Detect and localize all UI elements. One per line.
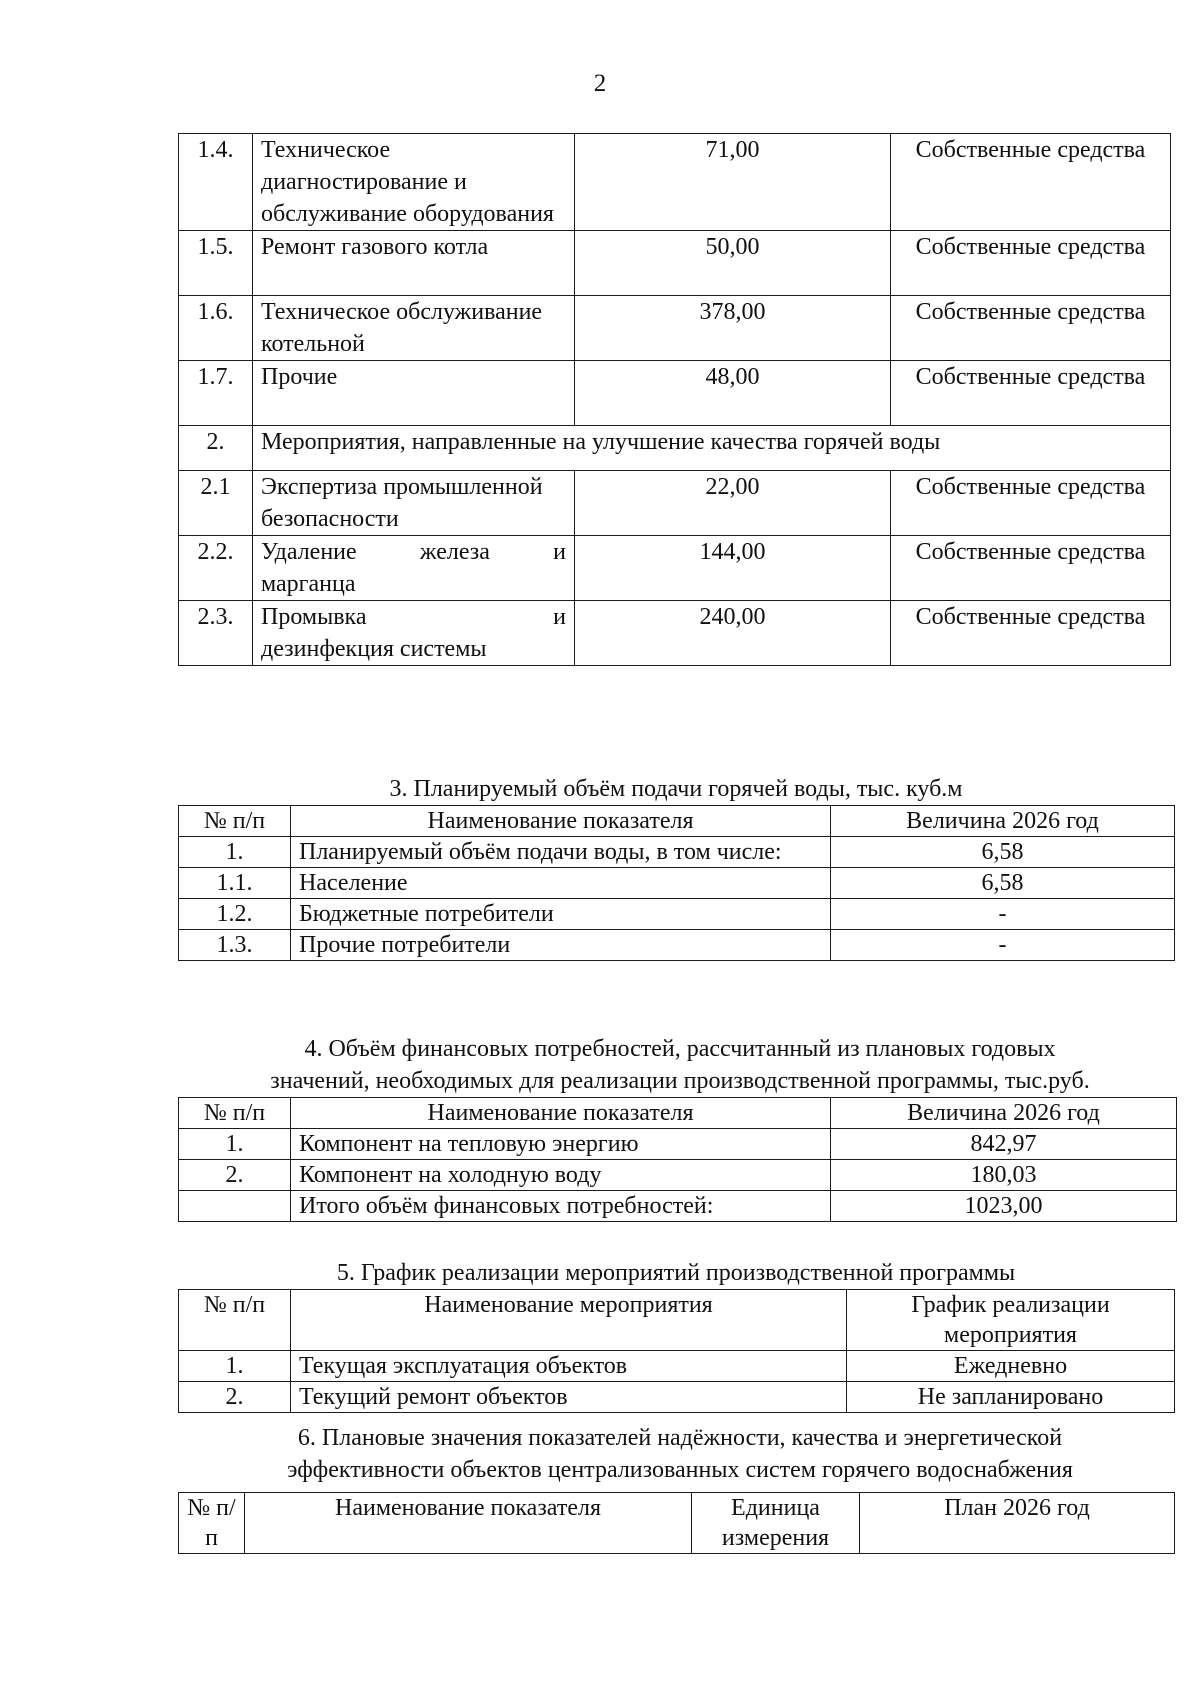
header-num: № п/п [179, 1098, 291, 1129]
row-number: 1.4. [179, 134, 253, 231]
measure-name-line1: Промывка и [261, 604, 566, 630]
measure-name: Ремонт газового котла [253, 231, 575, 296]
schedule-value: Ежедневно [847, 1351, 1175, 1382]
indicator-name: Итого объём финансовых потребностей: [291, 1191, 831, 1222]
measure-name-line1: Удаление железа и [261, 539, 566, 565]
table-row-total [179, 1191, 1177, 1222]
funding-source: Собственные средства [891, 296, 1171, 361]
table-header-row [179, 1098, 1177, 1129]
indicator-name: Население [291, 868, 831, 899]
table-header-row [179, 1493, 1175, 1554]
row-number: 1.3. [179, 930, 291, 961]
row-number [179, 1191, 291, 1222]
indicators-table [178, 1492, 1175, 1554]
header-plan: План 2026 год [860, 1493, 1175, 1554]
row-number: 2.3. [179, 601, 253, 666]
measure-name [253, 601, 575, 666]
row-number: 2.2. [179, 536, 253, 601]
measure-name: Техническое диагностирование и обслуживание оборудования [253, 134, 575, 231]
measure-name: Техническое обслуживание котельной [253, 296, 575, 361]
header-value: График реализации мероприятия [847, 1290, 1175, 1351]
water-supply-table [178, 805, 1175, 961]
row-number: 2. [179, 1382, 291, 1413]
table-row [179, 296, 1171, 361]
measure-name-line2: марганца [261, 571, 356, 597]
row-number: 1.5. [179, 231, 253, 296]
financial-needs-table [178, 1097, 1177, 1222]
measure-name: Текущий ремонт объектов [291, 1382, 847, 1413]
row-number: 2. [179, 1160, 291, 1191]
table-row [179, 899, 1175, 930]
section4-title-line2: значений, необходимых для реализации производственной программы, тыс.руб. [270, 1068, 1090, 1094]
table-row [179, 231, 1171, 296]
section4-title-line1: 4. Объём финансовых потребностей, рассчитанный из плановых годовых [304, 1036, 1056, 1062]
header-name: Наименование показателя [291, 806, 831, 837]
header-name: Наименование показателя [245, 1493, 692, 1554]
header-value: Величина 2026 год [831, 806, 1175, 837]
indicator-name: Бюджетные потребители [291, 899, 831, 930]
table-row [179, 134, 1171, 231]
table-header-row [179, 806, 1175, 837]
indicator-value: 6,58 [831, 837, 1175, 868]
section5-title: 5. График реализации мероприятий производственной программы [336, 1260, 1016, 1286]
row-number: 1. [179, 837, 291, 868]
table-row [179, 1351, 1175, 1382]
measure-value: 240,00 [575, 601, 891, 666]
measure-name-line2: дезинфекция системы [261, 636, 487, 662]
header-unit: Единица измерения [692, 1493, 860, 1554]
section6-title-line1: 6. Плановые значения показателей надёжности, качества и энергетической [297, 1425, 1063, 1451]
table-row [179, 536, 1171, 601]
table-row [179, 868, 1175, 899]
schedule-table [178, 1289, 1175, 1413]
section-number: 2. [179, 426, 253, 471]
indicator-value: 6,58 [831, 868, 1175, 899]
funding-source: Собственные средства [891, 471, 1171, 536]
indicator-name: Компонент на холодную воду [291, 1160, 831, 1191]
page-number: 2 [593, 70, 607, 97]
measure-name: Экспертиза промышленной безопасности [253, 471, 575, 536]
measure-name [253, 536, 575, 601]
indicator-value: 842,97 [831, 1129, 1177, 1160]
indicator-value: 180,03 [831, 1160, 1177, 1191]
measure-value: 50,00 [575, 231, 891, 296]
indicator-name: Прочие потребители [291, 930, 831, 961]
indicator-value: 1023,00 [831, 1191, 1177, 1222]
funding-source: Собственные средства [891, 231, 1171, 296]
header-value: Величина 2026 год [831, 1098, 1177, 1129]
header-num: № п/п [179, 1290, 291, 1351]
measures-table [178, 133, 1171, 666]
row-number: 1.2. [179, 899, 291, 930]
measure-value: 378,00 [575, 296, 891, 361]
schedule-value: Не запланировано [847, 1382, 1175, 1413]
header-num: № п/п [179, 806, 291, 837]
measure-value: 71,00 [575, 134, 891, 231]
table-row [179, 1160, 1177, 1191]
table-row [179, 471, 1171, 536]
table-row [179, 1382, 1175, 1413]
measure-name: Прочие [253, 361, 575, 426]
header-num: № п/п [179, 1493, 245, 1554]
section-title: Мероприятия, направленные на улучшение качества горячей воды [253, 426, 1171, 471]
table-header-row [179, 1290, 1175, 1351]
indicator-name: Планируемый объём подачи воды, в том числе: [291, 837, 831, 868]
funding-source: Собственные средства [891, 536, 1171, 601]
section6-title-line2: эффективности объектов централизованных систем горячего водоснабжения [287, 1457, 1073, 1483]
funding-source: Собственные средства [891, 361, 1171, 426]
row-number: 1.7. [179, 361, 253, 426]
table-row [179, 930, 1175, 961]
table-row [179, 361, 1171, 426]
measure-value: 48,00 [575, 361, 891, 426]
measure-name: Текущая эксплуатация объектов [291, 1351, 847, 1382]
measure-value: 144,00 [575, 536, 891, 601]
row-number: 1.6. [179, 296, 253, 361]
row-number: 1.1. [179, 868, 291, 899]
indicator-value: - [831, 930, 1175, 961]
indicator-value: - [831, 899, 1175, 930]
section3-title: 3. Планируемый объём подачи горячей воды, тыс. куб.м [389, 776, 963, 802]
table-row [179, 1129, 1177, 1160]
measure-value: 22,00 [575, 471, 891, 536]
row-number: 2.1 [179, 471, 253, 536]
header-name: Наименование мероприятия [291, 1290, 847, 1351]
row-number: 1. [179, 1351, 291, 1382]
funding-source: Собственные средства [891, 134, 1171, 231]
header-name: Наименование показателя [291, 1098, 831, 1129]
table-row [179, 837, 1175, 868]
indicator-name: Компонент на тепловую энергию [291, 1129, 831, 1160]
funding-source: Собственные средства [891, 601, 1171, 666]
table-row [179, 601, 1171, 666]
section-row [179, 426, 1171, 471]
row-number: 1. [179, 1129, 291, 1160]
